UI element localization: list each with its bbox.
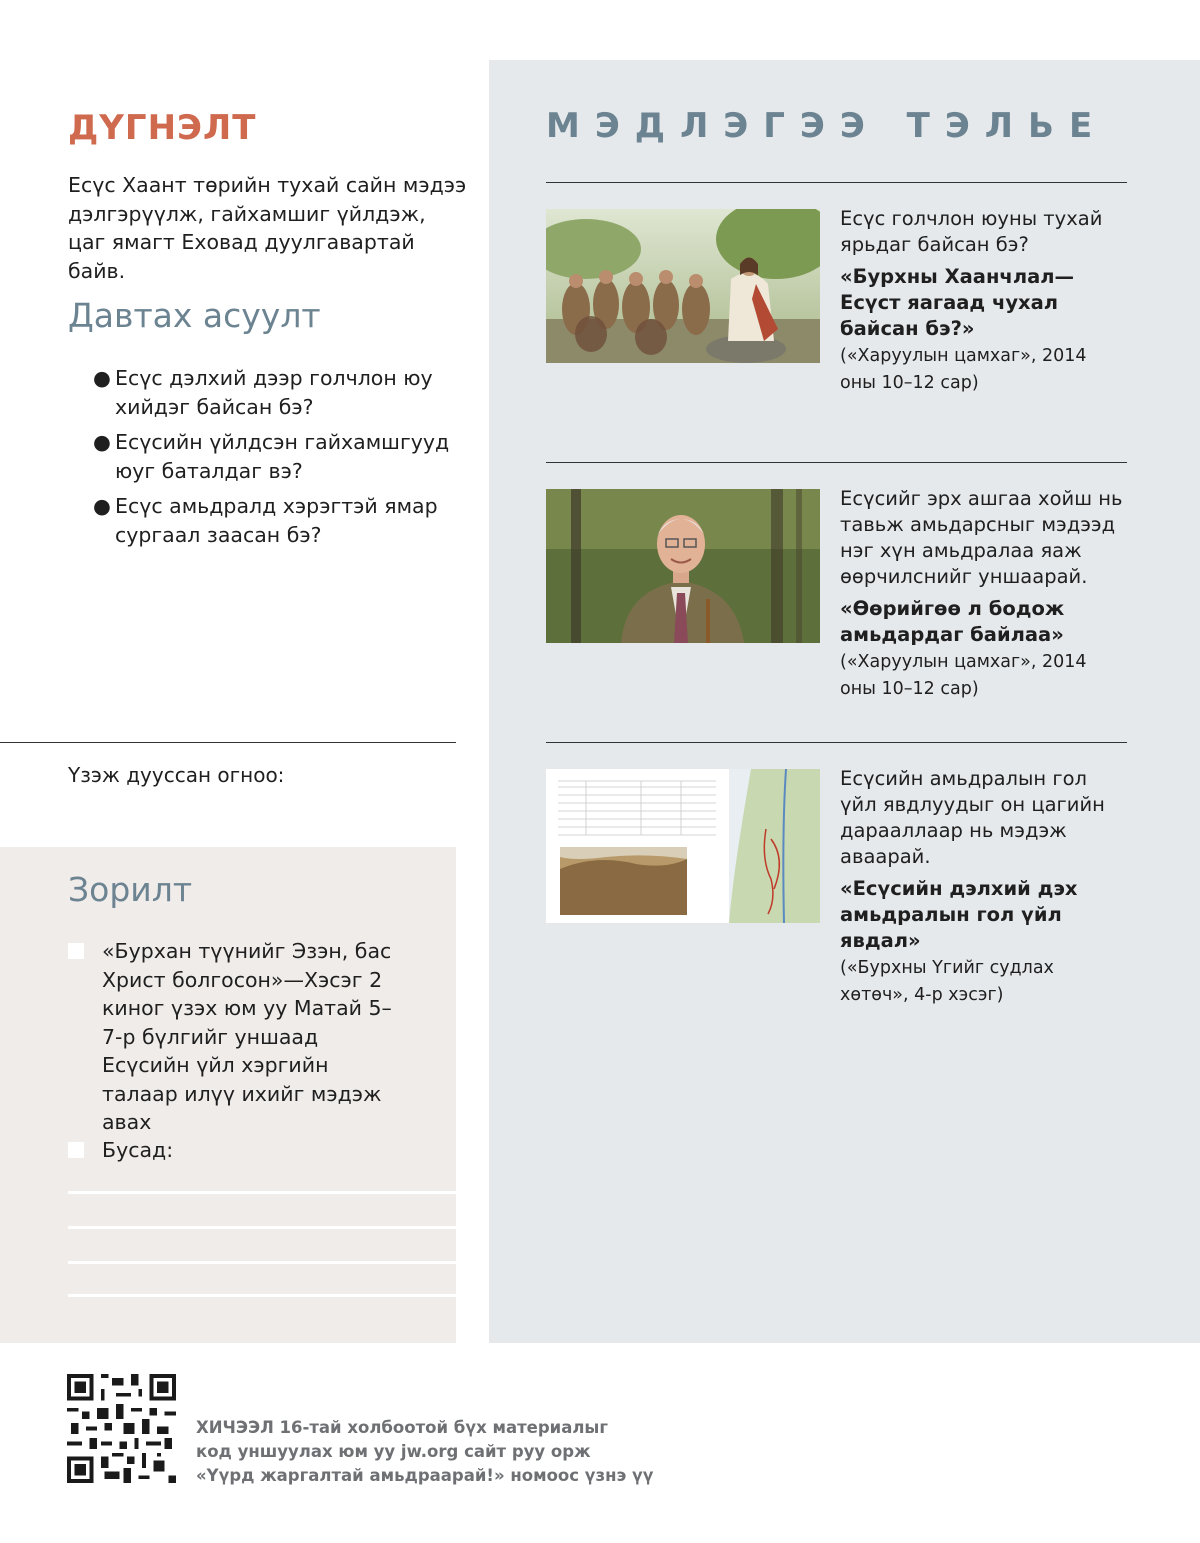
study-guide-map-image[interactable] <box>546 769 820 923</box>
goal-item-video[interactable] <box>68 937 408 1137</box>
writing-line[interactable] <box>68 1191 456 1194</box>
item-description: Есүсийн амьдралын гол үйл явдлуудыг он цагийн дарааллаар нь мэдэж аваарай. <box>840 767 1105 868</box>
writing-line[interactable] <box>68 1261 456 1264</box>
review-question: ● Есүсийн үйлдсэн гайхамшгууд юуг баталдаг вэ? <box>93 430 450 483</box>
review-question: ● Есүс дэлхий дээр голчлон юу хийдэг байсан бэ? <box>93 366 433 419</box>
divider <box>546 462 1127 463</box>
goal-title: Зорилт <box>68 870 193 909</box>
checkbox-icon[interactable] <box>68 1142 84 1158</box>
summary-text: Есүс Хаант төрийн тухай сайн мэдээ дэлгэрүүлж, гайхамшиг үйлдэж, цаг ямагт Еховад дуулгавартай байв. <box>68 173 467 283</box>
article-link[interactable]: «Өөрийгөө л бодож амьдардаг байлаа» <box>840 597 1065 646</box>
item-text-2 <box>840 486 1125 708</box>
review-question: ● Есүс амьдралд хэрэгтэй ямар сургаал заасан бэ? <box>93 494 438 547</box>
item-description: Есүсийг эрх ашгаа хойш нь тавьж амьдарсныг мэдээд нэг хүн амьдралаа яаж өөрчилснийг уншаарай. <box>840 487 1123 588</box>
goal-item-label: Бусад: <box>102 1138 174 1162</box>
divider <box>546 182 1127 183</box>
checkbox-icon[interactable] <box>68 943 84 959</box>
article-link[interactable]: «Есүсийн дэлхий дэх амьдралын гол үйл явдал» <box>840 877 1078 952</box>
divider <box>0 742 456 743</box>
item-text-3 <box>840 766 1125 1014</box>
goal-item-other[interactable] <box>68 1136 408 1165</box>
bullet-icon: ● <box>93 494 111 518</box>
divider <box>546 742 1127 743</box>
goal-item-label: «Бурхан түүнийг Эзэн, бас Христ болгосон»—Хэсэг 2 киног үзэх юм уу Матай 5–7-р бүлгийг уншаад Есүсийн үйл хэргийн талаар илүү ихийг мэдэж авах <box>102 939 392 1134</box>
jesus-teaching-image[interactable] <box>546 209 820 363</box>
item-description: Есүс голчлон юуны тухай ярьдаг байсан бэ? <box>840 207 1103 256</box>
man-portrait-image[interactable] <box>546 489 820 643</box>
qr-code[interactable] <box>67 1374 176 1483</box>
article-link[interactable]: «Бурхны Хаанчлал—Есүст яагаад чухал байсан бэ?» <box>840 265 1075 340</box>
deepen-title: МЭДЛЭГЭЭ ТЭЛЬЕ <box>546 106 1108 146</box>
writing-line[interactable] <box>68 1226 456 1229</box>
bullet-icon: ● <box>93 366 111 390</box>
summary-title: ДҮГНЭЛТ <box>68 108 257 148</box>
source-reference: («Харуулын цамхаг», 2014 оны 10–12 сар) <box>840 346 1087 393</box>
bullet-icon: ● <box>93 430 111 454</box>
review-question-list <box>93 364 463 556</box>
review-title: Давтах асуулт <box>68 296 321 335</box>
source-reference: («Харуулын цамхаг», 2014 оны 10–12 сар) <box>840 652 1087 699</box>
item-text-1 <box>840 206 1125 402</box>
footer-text: ХИЧЭЭЛ 16-тай холбоотой бүх материалыг код уншуулах юм уу jw.org сайт руу орж «Үүрд жаргалтай амьдраарай!» номоос үзнэ үү <box>196 1418 654 1485</box>
completion-date-label: Үзэж дууссан огноо: <box>68 763 285 787</box>
source-reference: («Бурхны Үгийг судлах хөтөч», 4-р хэсэг) <box>840 958 1054 1005</box>
writing-line[interactable] <box>68 1294 456 1297</box>
